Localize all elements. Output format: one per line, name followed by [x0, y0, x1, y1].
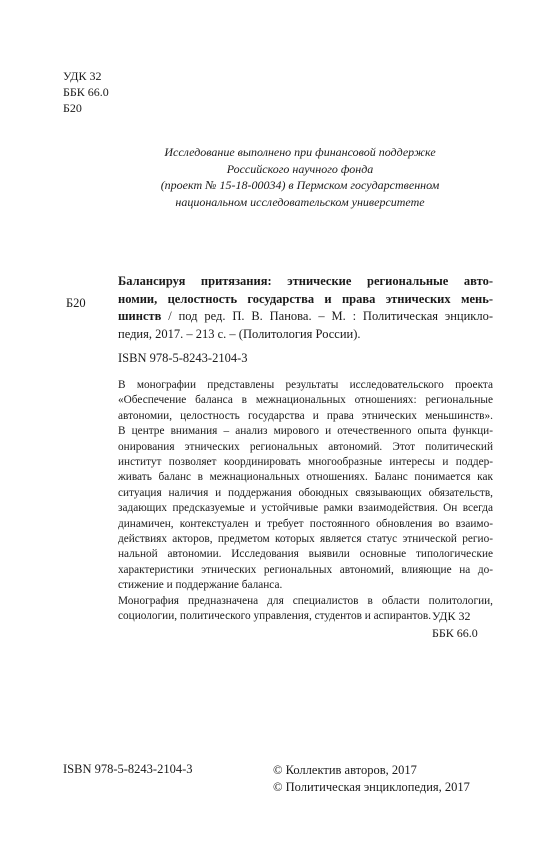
abstract-line: задающих предсказуемые и устойчивые рамки взаимодействия. Он всегда [118, 502, 493, 515]
side-author-mark: Б20 [66, 296, 86, 310]
abstract-line: Монография предназначена для специалистов в области политологии, [118, 594, 493, 607]
udk-code: УДК 32 [432, 609, 471, 623]
bbk-code: ББК 66.0 [63, 85, 109, 99]
entry-title-part: Балансируя притязания: этнические региональные авто- [118, 274, 493, 288]
abstract-line: стижение и поддержание баланса. [118, 579, 283, 592]
entry-text-part: педия, 2017. – 213 с. – (Политология России). [118, 326, 361, 341]
entry-line [118, 273, 493, 291]
abstract-line: автономии, целостность государства и права этнических меньшинств». [118, 409, 493, 422]
abstract-line: динамичен, контекстуален и требует постоянного обновления во взаимо- [118, 517, 493, 530]
entry-line [118, 291, 493, 309]
abstract-line: В центре внимания – анализ мирового и отечественного опыта функци- [118, 425, 493, 438]
classification-codes-bottom [432, 608, 478, 642]
isbn-bottom: ISBN 978-5-8243-2104-3 [63, 762, 193, 776]
funding-line: (проект № 15-18-00034) в Пермском государственном [160, 178, 440, 192]
entry-title-part: шинств [118, 309, 162, 323]
copyright-block [273, 762, 470, 796]
abstract-line: ситуация наличия и поддержания обоюдных связывающих обязательств, [118, 486, 493, 499]
abstract-line: «Обеспечение баланса в межнациональных отношениях: региональные [118, 394, 493, 407]
isbn-top: ISBN 978-5-8243-2104-3 [118, 351, 248, 365]
entry-text-part: / под ред. П. В. Панова. – М. : Политическая энцикло- [161, 309, 493, 323]
copyright-line: © Политическая энциклопедия, 2017 [273, 780, 470, 794]
abstract-line: действиях акторов, предметом которых является статус этнической регио- [118, 533, 493, 546]
bibliographic-entry [118, 273, 493, 343]
abstract [118, 378, 493, 625]
classification-codes-top [63, 68, 109, 116]
abstract-line: характеристики этнических региональных автономий, влияющие на до- [118, 563, 493, 576]
copyright-line: © Коллектив авторов, 2017 [273, 763, 417, 777]
funding-line: Исследование выполнено при финансовой поддержке [164, 145, 436, 159]
entry-line [118, 326, 493, 344]
abstract-line: онирования этнических региональных автономий. Этот политический [118, 440, 493, 453]
udk-code: УДК 32 [63, 69, 102, 83]
bbk-code: ББК 66.0 [432, 626, 478, 640]
abstract-line: социологии, политического управления, студентов и аспирантов. [118, 610, 432, 623]
abstract-line: институт позволяет координировать многообразные интересы и поддер- [118, 456, 493, 469]
entry-title-part: номии, целостность государства и права этнических мень- [118, 291, 493, 306]
funding-line: национальном исследовательском университете [175, 194, 425, 209]
funding-note [90, 144, 510, 210]
abstract-line: нальной автономии. Исследования выявили основные типологические [118, 548, 493, 561]
funding-line: Российского научного фонда [226, 161, 374, 176]
abstract-line: живать баланс в межнациональных отношениях. Баланс понимается как [118, 471, 493, 484]
abstract-line: В монографии представлены результаты исследовательского проекта [118, 379, 493, 391]
entry-line [118, 308, 493, 326]
author-mark: Б20 [63, 101, 82, 115]
